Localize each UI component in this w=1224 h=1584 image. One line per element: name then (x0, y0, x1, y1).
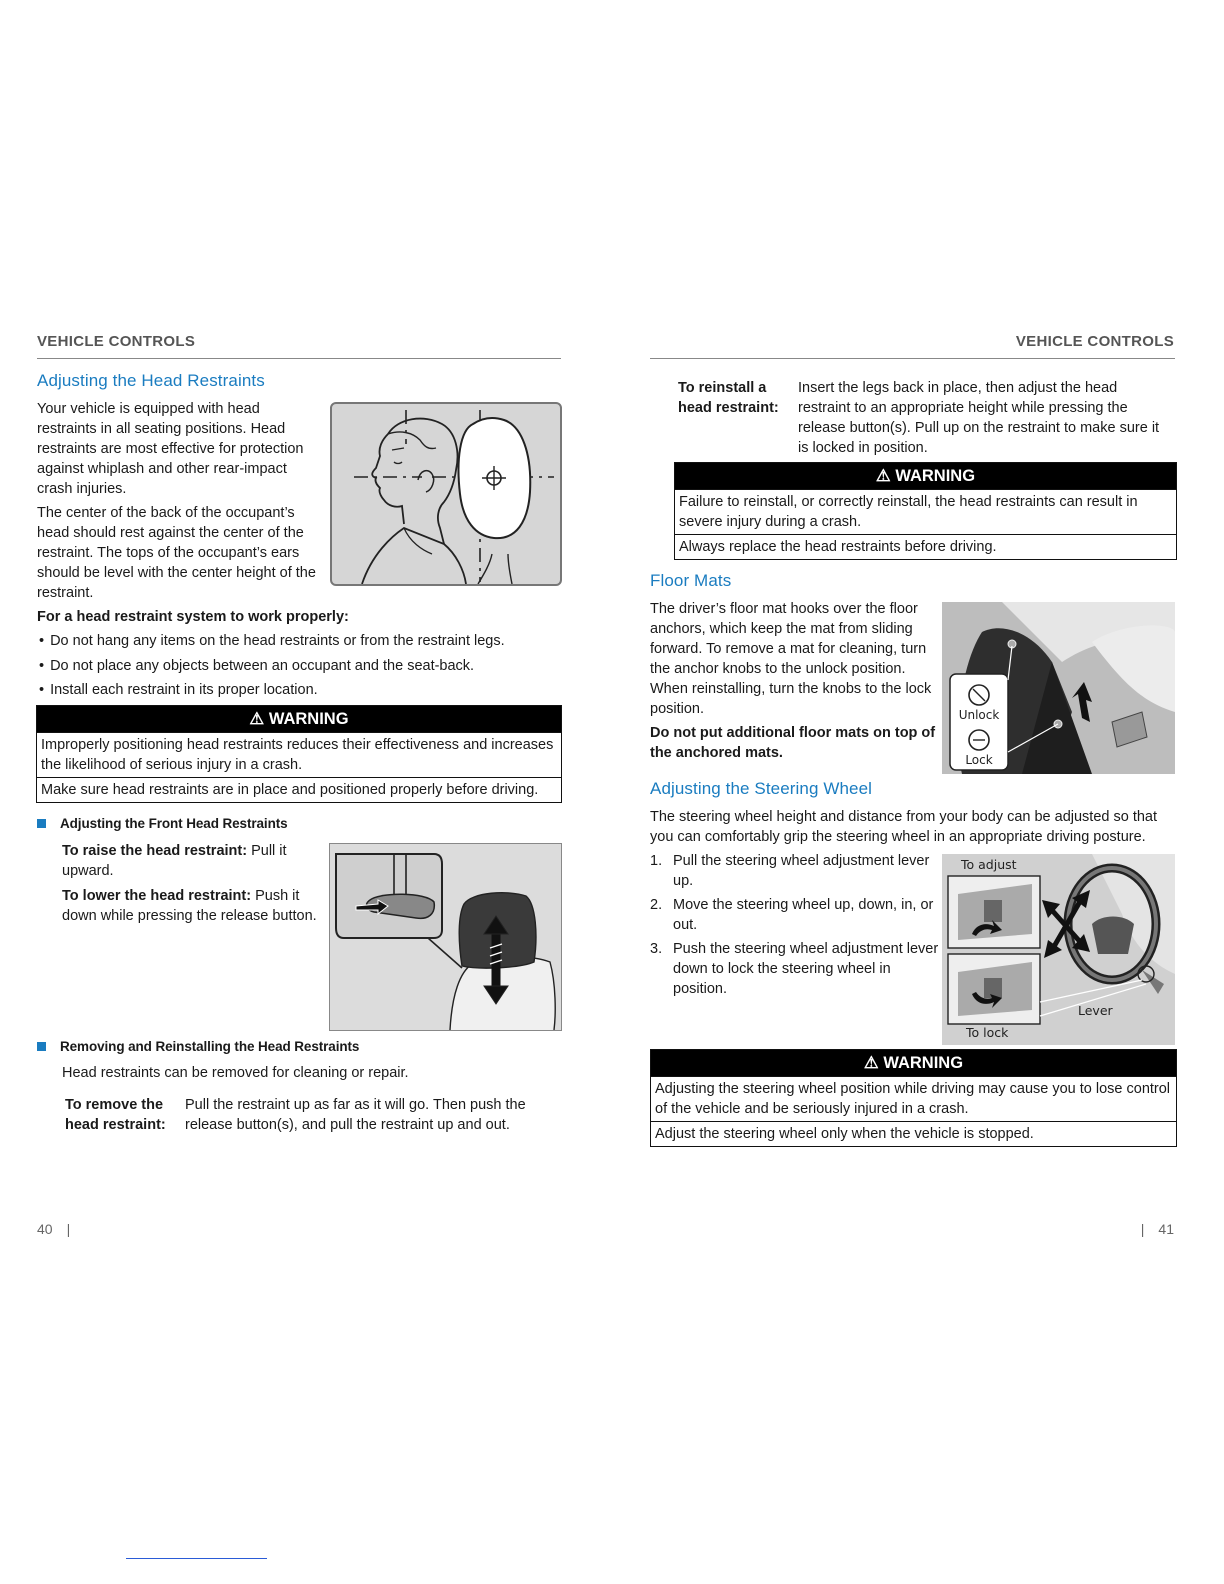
warning-text-1: Failure to reinstall, or correctly reinstall, the head restraints can result in severe injury during a crash. (675, 489, 1176, 534)
warning-triangle-icon: ⚠ (875, 467, 896, 485)
steering-intro: The steering wheel height and distance from your body can be adjusted so that you can comfortably grip the steering wheel in an appropriate driving posture. (650, 809, 1158, 845)
left-page-number: 40 | (37, 1221, 71, 1237)
front-restraint-figure (329, 843, 562, 1031)
remove-label: To remove the head restraint: (65, 1097, 166, 1133)
square-bullet-icon (37, 819, 46, 828)
unlock-label: Unlock (958, 708, 1000, 722)
lock-label: Lock (965, 753, 993, 767)
warning-triangle-icon: ⚠ (863, 1054, 884, 1072)
warning-text-2: Always replace the head restraints before driving. (675, 534, 1176, 559)
left-running-header: VEHICLE CONTROLS (37, 333, 196, 350)
floor-mats-text: The driver’s floor mat hooks over the floor anchors, which keep the mat from sliding forward. To remove a mat for cleaning, turn the anchor knobs to the unlock position. When reinstalling, turn the knobs to the lock position. (650, 601, 932, 717)
warning-triangle-icon: ⚠ (249, 710, 269, 728)
right-page-number: | 41 (1140, 1221, 1174, 1237)
raise-label: To raise the head restraint: (62, 843, 248, 859)
warning-header: ⚠ WARNING (37, 706, 561, 732)
step-item: 3. Push the steering wheel adjustment lever down to lock the steering wheel in position. (650, 941, 939, 997)
warning-text-2: Adjust the steering wheel only when the vehicle is stopped. (651, 1121, 1176, 1146)
raise-text: Pull it upward. (62, 843, 287, 879)
front-restraints-heading: Adjusting the Front Head Restraints (37, 816, 288, 831)
floor-mat-figure (942, 602, 1175, 774)
system-heading: For a head restraint system to work properly: (37, 609, 349, 625)
lever-label: Lever (1078, 1003, 1113, 1018)
floor-mat-anchor-illustration (942, 602, 1175, 774)
to-lock-label: To lock (966, 1025, 1009, 1040)
head-restraints-intro: Your vehicle is equipped with head restraints in all seating positions. Head restraints are most effective for protection against whiplash and other rear-impact crash injuries. (37, 401, 304, 497)
bullet-item: • Do not hang any items on the head restraints or from the restraint legs. (39, 633, 505, 649)
head-restraints-intro-block (37, 399, 320, 603)
warning-header: ⚠ WARNING (651, 1050, 1176, 1076)
to-adjust-label: To adjust (961, 857, 1017, 872)
right-running-header: VEHICLE CONTROLS (1015, 333, 1174, 350)
footer-link-underline (126, 1558, 267, 1559)
head-position-figure (330, 402, 562, 586)
left-header-rule (37, 358, 561, 359)
step-item: 2. Move the steering wheel up, down, in, or out. (650, 897, 934, 933)
head-profile-illustration (332, 404, 560, 584)
steering-steps-list (650, 851, 940, 999)
steering-wheel-title: Adjusting the Steering Wheel (650, 779, 873, 798)
reinstall-text: Insert the legs back in place, then adjust the head restraint to an appropriate height while pressing the release button(s). Pull up on the restraint to make sure it is locked in position. (798, 380, 1160, 456)
step-item: 1. Pull the steering wheel adjustment lever up. (650, 853, 930, 889)
steering-wheel-figure (942, 854, 1175, 1045)
raise-lower-instructions (62, 841, 320, 926)
floor-mats-bold-note: Do not put additional floor mats on top of the anchored mats. (650, 725, 936, 761)
removing-intro: Head restraints can be removed for cleaning or repair. (62, 1065, 409, 1081)
reinstall-label: To reinstall a head restraint: (678, 380, 779, 416)
lower-label: To lower the head restraint: (62, 888, 252, 904)
warning-text-1: Improperly positioning head restraints reduces their effectiveness and increases the likelihood of serious injury in a crash. (37, 732, 561, 777)
square-bullet-icon (37, 1042, 46, 1051)
headrest-adjust-illustration (330, 844, 561, 1030)
reinstall-warning-box (674, 462, 1177, 560)
steering-warning-box (650, 1049, 1177, 1147)
removing-heading: Removing and Reinstalling the Head Restraints (37, 1039, 359, 1054)
floor-mats-title: Floor Mats (650, 571, 732, 590)
head-restraint-warning-box (36, 705, 562, 803)
floor-mats-text-block (650, 599, 936, 763)
head-restraints-center-note: The center of the back of the occupant’s head should rest against the center of the restraint. The tops of the occupant’s ears should be level with the center height of the restraint. (37, 505, 316, 601)
right-header-rule (650, 358, 1175, 359)
remove-text: Pull the restraint up as far as it will go. Then push the release button(s), and pull the restraint up and out. (185, 1097, 526, 1133)
warning-text-1: Adjusting the steering wheel position while driving may cause you to lose control of the vehicle and be seriously injured in a crash. (651, 1076, 1176, 1121)
bullet-item: • Do not place any objects between an occupant and the seat-back. (39, 657, 475, 674)
bullet-item: • Install each restraint in its proper location. (39, 682, 318, 698)
head-restraints-title: Adjusting the Head Restraints (37, 371, 265, 390)
lower-text: Push it down while pressing the release button. (62, 888, 317, 924)
warning-text-2: Make sure head restraints are in place and positioned properly before driving. (37, 777, 561, 802)
steering-adjust-illustration (942, 854, 1175, 1045)
warning-header: ⚠ WARNING (675, 463, 1176, 489)
restraint-bullet-list (37, 631, 573, 705)
